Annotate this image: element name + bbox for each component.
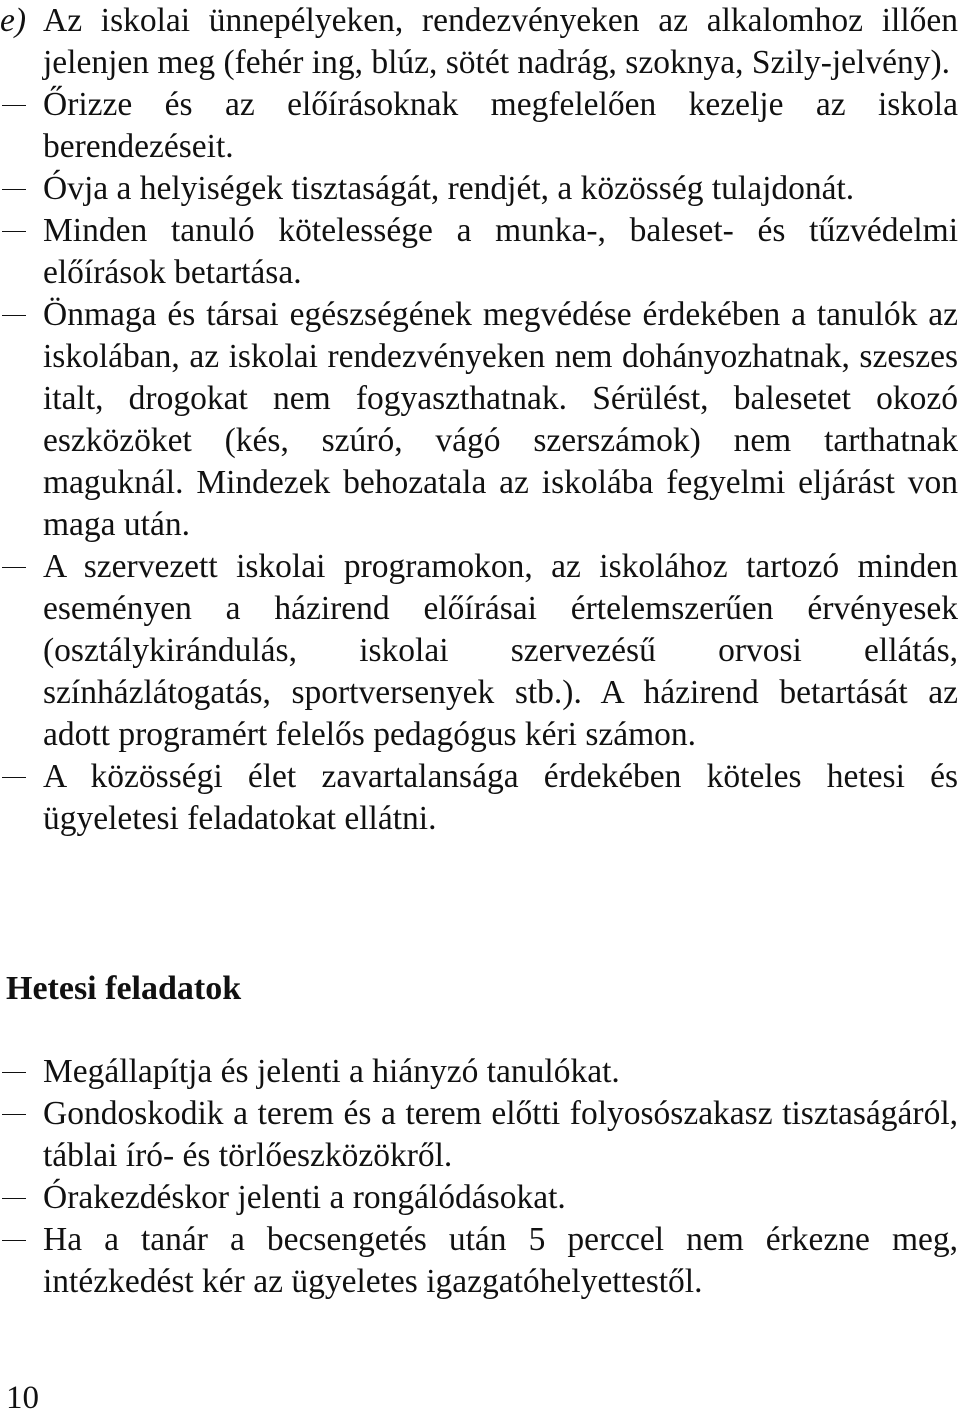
duties-list (0, 1051, 960, 1303)
list-item-text: A szervezett iskolai programokon, az iskolához tartozó minden eseményen a házirend előírásai értelemszerűen érvényesek (osztálykirándulás, iskolai szervezésű orvosi ellátás, színházlátogatás, sportversenyek stb.). A házirend betartását az adott programért felelős pedagógus kéri számon. (43, 548, 958, 753)
dash-marker (2, 1072, 26, 1073)
item-letter-marker: e) (0, 2, 27, 39)
list-item-text: Őrizze és az előírásoknak megfelelően kezelje az iskola berendezéseit. (43, 86, 958, 165)
dash-marker (2, 231, 26, 232)
list-item-text: Az iskolai ünnepélyeken, rendezvényeken az alkalomhoz illően jelenjen meg (fehér ing, blúz, sötét nadrág, szoknya, Szily-jelvény). (43, 2, 958, 81)
dash-marker (2, 105, 26, 106)
list-item-text: Ha a tanár a becsengetés után 5 perccel nem érkezne meg, intézkedést kér az ügyeletes igazgatóhelyettestől. (43, 1221, 958, 1300)
dash-marker (2, 1114, 26, 1115)
list-item (0, 210, 960, 294)
list-item (0, 84, 960, 168)
list-item (0, 1093, 960, 1177)
list-item-text: Minden tanuló kötelessége a munka-, baleset- és tűzvédelmi előírások betartása. (43, 212, 958, 291)
list-item-text: A közösségi élet zavartalansága érdekében köteles hetesi és ügyeletesi feladatokat ellátni. (43, 758, 958, 837)
page-number: 10 (6, 1380, 39, 1416)
list-item-text: Gondoskodik a terem és a terem előtti folyosószakasz tisztaságáról, táblai író- és törlőeszközökről. (43, 1095, 958, 1174)
dash-marker (2, 315, 26, 316)
dash-marker (2, 1198, 26, 1199)
list-item-text: Óvja a helyiségek tisztaságát, rendjét, a közösség tulajdonát. (43, 170, 855, 207)
section-heading: Hetesi feladatok (6, 970, 242, 1007)
list-item (0, 168, 960, 210)
list-item-text: Órakezdéskor jelenti a rongálódásokat. (43, 1179, 566, 1216)
list-item (0, 0, 960, 84)
list-item (0, 756, 960, 840)
list-item (0, 1051, 960, 1093)
dash-marker (2, 189, 26, 190)
list-item-text: Megállapítja és jelenti a hiányzó tanulókat. (43, 1053, 620, 1090)
list-item (0, 294, 960, 546)
list-item-text: Önmaga és társai egészségének megvédése érdekében a tanulók az iskolában, az iskolai rendezvényeken nem dohányozhatnak, szeszes italt, drogokat nem fogyaszthatnak. Sérülést, balesetet okozó eszközöket (kés, szúró, vágó szerszámok) nem tarthatnak maguknál. Mindezek behozatala az iskolába fegyelmi eljárást von maga után. (43, 296, 958, 543)
dash-marker (2, 777, 26, 778)
dash-marker (2, 567, 26, 568)
dash-marker (2, 1240, 26, 1241)
list-item (0, 1177, 960, 1219)
list-item (0, 546, 960, 756)
list-item (0, 1219, 960, 1303)
